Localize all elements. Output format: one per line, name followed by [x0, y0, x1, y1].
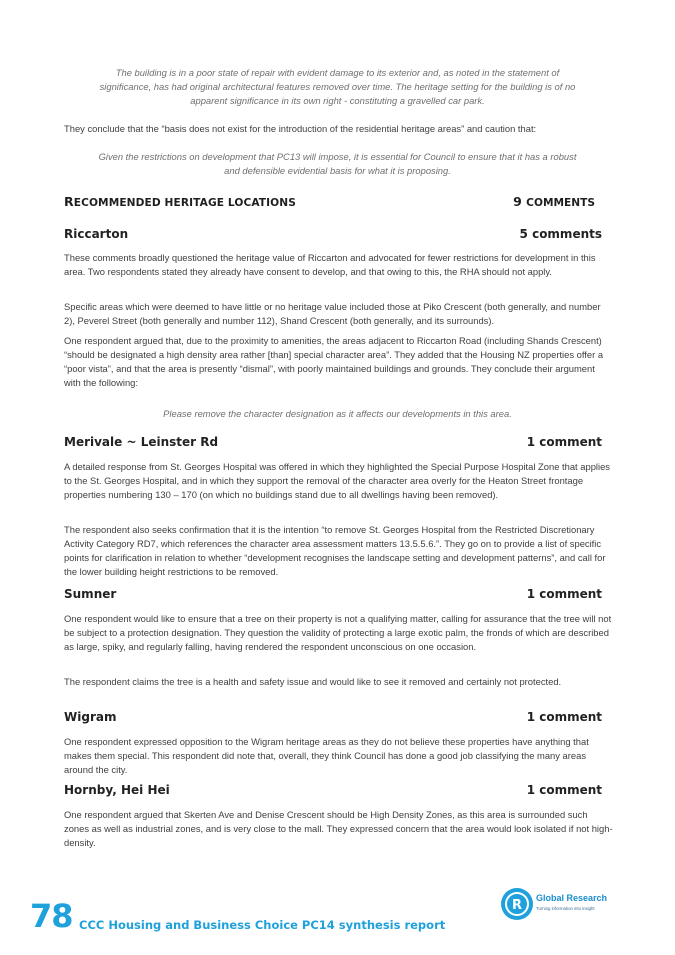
section-count-number: 9	[513, 194, 522, 209]
intro-quote-pc13: Given the restrictions on development that PC13 will impose, it is essential for Council to ensure that it has a robust and defensible evidential basis for what it is proposing.	[98, 151, 577, 176]
section-heading-rest: ECOMMENDED HERITAGE LOCATIONS	[73, 197, 296, 209]
merivale-paragraph-1: A detailed response from St. Georges Hospital was offered in which they highlighted the Special Purpose Hospital Zone that applies to the St. Georges Hospital, and in which they support the removal of the character area overly for the Heaton Street frontage properties numbering 130 – 170 (on which no buildings stand due to all dwellings having been removed).	[64, 461, 610, 500]
section-heading	[64, 194, 296, 209]
hornby-heading: Hornby, Hei Hei	[64, 783, 170, 797]
page-number: 78	[30, 897, 73, 935]
logo-tagline: Turning information into insight	[536, 906, 595, 911]
sumner-paragraph-2: The respondent claims the tree is a health and safety issue and would like to see it removed and certainly not protected.	[64, 676, 562, 687]
logo-name: Global Research	[536, 893, 608, 903]
intro-paragraph: They conclude that the “basis does not exist for the introduction of the residential heritage areas” and caution that:	[64, 123, 537, 134]
riccarton-paragraph-2: Specific areas which were deemed to have little or no heritage value included those at Piko Crescent (both generally, and number 2), Peverel Street (both generally and number 112), Shand Crescent (both generally, and its surrounds).	[64, 301, 601, 326]
report-title: CCC Housing and Business Choice PC14 synthesis report	[79, 918, 446, 932]
section-comment-count	[513, 194, 595, 209]
global-research-logo	[500, 887, 610, 921]
section-heading-first-letter: R	[64, 194, 74, 209]
hornby-count: 1 comment	[526, 783, 602, 797]
intro-quote-heritage-setting: The building is in a poor state of repair with evident damage to its exterior and, as noted in the statement of significance, has had original architectural features removed over time. The heritage setting for the building is of no apparent significance in its own right - constituting a gravelled car park.	[99, 67, 576, 106]
merivale-paragraph-2: The respondent also seeks confirmation that it is the intention “to remove St. Georges Hospital from the Restricted Discretionary Activity Category RD7, which references the character area assessment matters 13.5.5.6.”. They go on to provide a list of specific points for clarification in relation to whether “development recognises the landscape setting and development patterns”, and call for the lower building height restrictions to be removed.	[64, 524, 606, 577]
logo-letter: R	[511, 898, 523, 913]
logo-mark-icon	[500, 887, 534, 921]
wigram-paragraph-1: One respondent expressed opposition to the Wigram heritage areas as they do not believe these properties have anything that makes them special. This respondent did note that, overall, they think Council has done a good job classifying the many areas around the city.	[64, 736, 589, 775]
section-count-label: COMMENTS	[526, 197, 595, 209]
riccarton-count: 5 comments	[519, 227, 602, 241]
sumner-heading: Sumner	[64, 587, 117, 601]
riccarton-paragraph-1: These comments broadly questioned the heritage value of Riccarton and advocated for fewer restrictions for development in this area. Two respondents stated they already have consent to develop, and that owing to this, the RHA should not apply.	[64, 252, 596, 277]
riccarton-quote: Please remove the character designation as it affects our developments in this area.	[163, 408, 512, 419]
sumner-count: 1 comment	[526, 587, 602, 601]
wigram-count: 1 comment	[526, 710, 602, 724]
merivale-count: 1 comment	[526, 435, 602, 449]
merivale-heading: Merivale ~ Leinster Rd	[64, 435, 219, 449]
riccarton-paragraph-3: One respondent argued that, due to the proximity to amenities, the areas adjacent to Riccarton Road (including Shands Crescent) “should be designated a high density area rather [than] special character area”. They added that the Housing NZ properties offer a “poor vista”, and that the area is presently “dismal”, with poorly maintained buildings and grounds. They conclude their argument with the following:	[64, 335, 604, 388]
sumner-paragraph-1: One respondent would like to ensure that a tree on their property is not a qualifying matter, calling for assurance that the tree will not be subject to a protection designation. They question the validity of protecting a large exotic palm, the fronds of which are described as large, spiky, and regularly falling, having rendered the respondent unconscious on one occasion.	[64, 613, 612, 652]
hornby-paragraph-1: One respondent argued that Skerten Ave and Denise Crescent should be High Density Zones, as this area is surrounded such zones as well as industrial zones, and is very close to the mall. They expressed concern that the area would look isolated if not high-density.	[64, 809, 613, 848]
wigram-heading: Wigram	[64, 710, 117, 724]
riccarton-heading: Riccarton	[64, 227, 129, 241]
